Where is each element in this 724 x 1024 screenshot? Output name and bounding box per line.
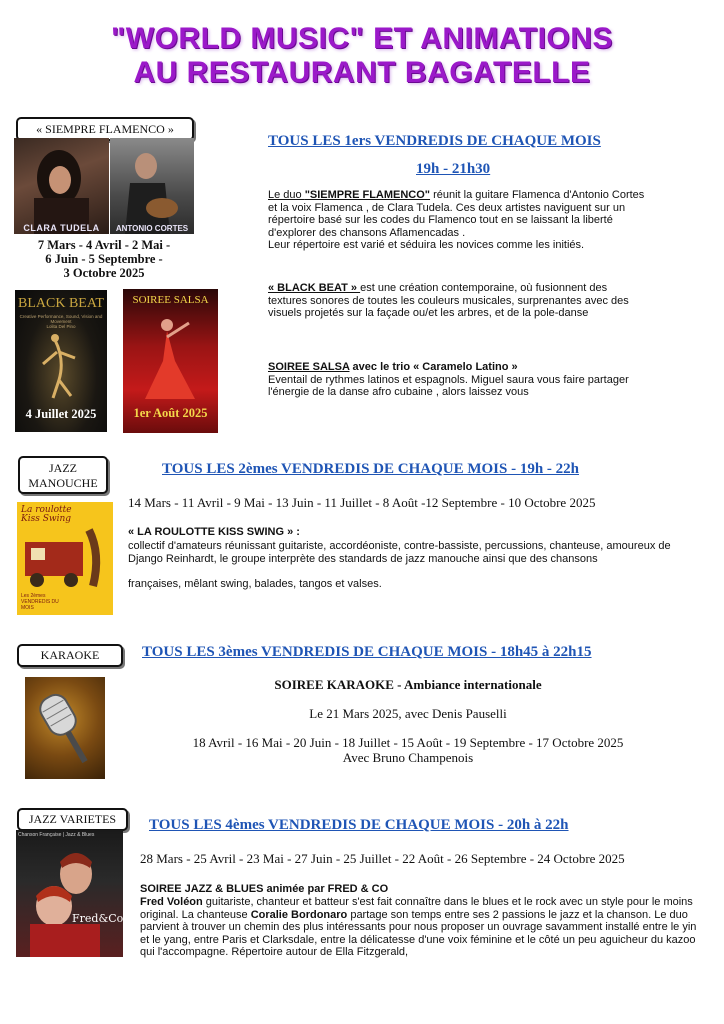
flamenco-dates-line3: 3 Octobre 2025	[63, 266, 145, 280]
flamenco-dates-line2: 6 Juin - 5 Septembre -	[45, 252, 163, 266]
first-friday-time: 19h - 21h30	[416, 161, 491, 177]
flamenco-description	[268, 189, 648, 252]
karaoke-subtitle: SOIREE KARAOKE - Ambiance internationale	[274, 677, 542, 692]
black-beat-description	[268, 282, 648, 320]
salsa-desc-trio: avec le trio « Caramelo Latino »	[349, 361, 518, 373]
karaoke-label-box: KARAOKE	[17, 644, 123, 667]
salsa-desc-name: SOIREE SALSA	[268, 361, 350, 373]
flamenco-dates	[14, 238, 194, 280]
karaoke-microphone-photo	[25, 677, 105, 779]
photo-caption-clara: CLARA TUDELA	[23, 223, 100, 233]
flamenco-desc-last: Leur répertoire est varié et séduira les novices comme les initiés.	[268, 239, 585, 251]
black-beat-poster-title: BLACK BEAT	[18, 296, 104, 311]
black-beat-poster-subtitle: Creative Performance, Sound, Vision and Movement	[19, 314, 103, 324]
siempre-flamenco-label-box: « SIEMPRE FLAMENCO »	[16, 117, 194, 141]
black-beat-date: 4 Juillet 2025	[25, 407, 97, 421]
karaoke-first-date: Le 21 Mars 2025, avec Denis Pauselli	[309, 706, 507, 721]
dancer-silhouette	[15, 330, 107, 400]
flamenco-desc-name: "SIEMPRE FLAMENCO"	[304, 189, 431, 201]
first-friday-heading: TOUS LES 1ers VENDREDIS DE CHAQUE MOIS	[268, 133, 601, 149]
salsa-desc-body: Eventail de rythmes latinos et espagnols. Miguel saura vous faire partager l'énergie de la danse afro cubaine , alors laissez vous	[268, 373, 629, 398]
flamenco-singer-figure	[14, 138, 109, 234]
flamenco-desc-lead: Le duo	[268, 189, 305, 201]
fourth-friday-dates: 28 Mars - 25 Avril - 23 Mai - 27 Juin - 25 Juillet - 22 Août - 26 Septembre - 24 Octobre 2025	[140, 851, 625, 866]
roulotte-description-end: françaises, mêlant swing, balades, tangos et valses.	[128, 578, 382, 590]
coralie-bordonaro-name: Coralie Bordonaro	[250, 908, 348, 921]
soiree-salsa-poster	[123, 289, 218, 433]
black-beat-poster-author: Lolita Del Pino	[46, 324, 76, 329]
fourth-friday-heading: TOUS LES 4èmes VENDREDIS DE CHAQUE MOIS - 20h à 22h	[149, 817, 569, 833]
third-friday-heading: TOUS LES 3èmes VENDREDIS DE CHAQUE MOIS - 18h45 à 22h15	[142, 644, 592, 660]
karaoke-host: Avec Bruno Champenois	[342, 750, 474, 765]
black-beat-poster	[15, 290, 107, 432]
salsa-description	[268, 361, 648, 399]
karaoke-dates: 18 Avril - 16 Mai - 20 Juin - 18 Juillet - 15 Août - 19 Septembre - 17 Octobre 2025	[192, 735, 624, 750]
salsa-dancer-figure	[123, 311, 218, 401]
fred-and-co-poster-top: Chanson Française | Jazz & Blues	[18, 832, 95, 838]
flamenco-dates-line1: 7 Mars - 4 Avril - 2 Mai -	[37, 238, 171, 252]
roulotte-poster-foot: Les 2èmes VENDREDIS DU MOIS	[21, 593, 59, 611]
fred-voleon-name: Fred Voléon	[140, 896, 203, 908]
page-title-line2: AU RESTAURANT BAGATELLE	[133, 56, 591, 89]
fred-and-co-duo-figure	[16, 840, 123, 957]
flamenco-guitarist-figure	[110, 138, 194, 234]
black-beat-desc-body: est une création contemporaine, où fusionnent des textures sonores de toutes les couleurs musicales, surprenantes avec des visuels projetés sur la façade ou/et les arbres, et de la pole-danse	[268, 282, 629, 319]
page-title-line1: "WORLD MUSIC" ET ANIMATIONS	[111, 22, 613, 55]
flamenco-guitarist-photo	[110, 138, 194, 234]
soiree-salsa-date: 1er Août 2025	[133, 406, 208, 420]
fred-and-co-desc-part1: guitariste, chanteur et batteur s'est fait connaître dans le blues et le rock avec un style pour le moins original. La chanteuse	[140, 896, 693, 921]
fred-and-co-name: SOIREE JAZZ & BLUES animée par FRED & CO	[140, 883, 389, 895]
fred-and-co-desc-part2: partage son temps entre ses 2 passions le jazz et la chanson. Le duo parvient à trouver un chemin des plus intéressants pour nous proposer un ouvrage savamment installé entre le yin et le yang, entre Paris et Clarksdale, entre la délicatesse d'une voix féminine et le côté un peu aguicheur du kazoo qui l'accompagne. Répertoire autour de Ella Fitzgerald,	[140, 908, 697, 958]
roulotte-poster-title: La roulotte Kiss Swing	[21, 505, 72, 524]
caravan-illustration	[17, 524, 113, 594]
flamenco-singer-photo	[14, 138, 109, 234]
flamenco-desc-body: réunit la guitare Flamenca d'Antonio Cortes et la voix Flamenca , de Clara Tudela. Ces deux artistes naviguent sur un répertoire basé sur les codes du Flamenco tout en se laissant la liberté d'explorer des chansons Aflamencadas .	[268, 189, 645, 239]
jazz-varietes-label-box: JAZZ VARIETES	[17, 808, 128, 831]
microphone-icon	[25, 677, 105, 779]
second-friday-dates: 14 Mars - 11 Avril - 9 Mai - 13 Juin - 11 Juillet - 8 Août -12 Septembre - 10 Octobre 2025	[128, 495, 596, 510]
jazz-manouche-label-line2: MANOUCHE	[28, 476, 98, 490]
black-beat-desc-name: « BLACK BEAT »	[268, 282, 361, 294]
photo-caption-antonio: ANTONIO CORTES	[115, 224, 189, 233]
roulotte-name: « LA ROULOTTE KISS SWING » :	[128, 526, 300, 538]
jazz-manouche-label-line1: JAZZ	[49, 461, 77, 475]
fred-and-co-poster	[16, 830, 123, 957]
jazz-manouche-label-box	[18, 456, 108, 494]
roulotte-description: collectif d'amateurs réunissant guitariste, accordéoniste, contre-bassiste, percussions, chanteuse, amoureux de Django Reinhardt, le groupe interprète des standards de jazz manouche ainsi que des chansons	[128, 540, 671, 565]
second-friday-heading: TOUS LES 2èmes VENDREDIS DE CHAQUE MOIS - 19h - 22h	[162, 461, 580, 477]
fred-and-co-description	[140, 896, 706, 959]
fred-and-co-poster-name: Fred&Co	[72, 912, 123, 925]
roulotte-kiss-swing-poster	[17, 502, 113, 615]
soiree-salsa-poster-title: SOIREE SALSA	[132, 294, 209, 306]
